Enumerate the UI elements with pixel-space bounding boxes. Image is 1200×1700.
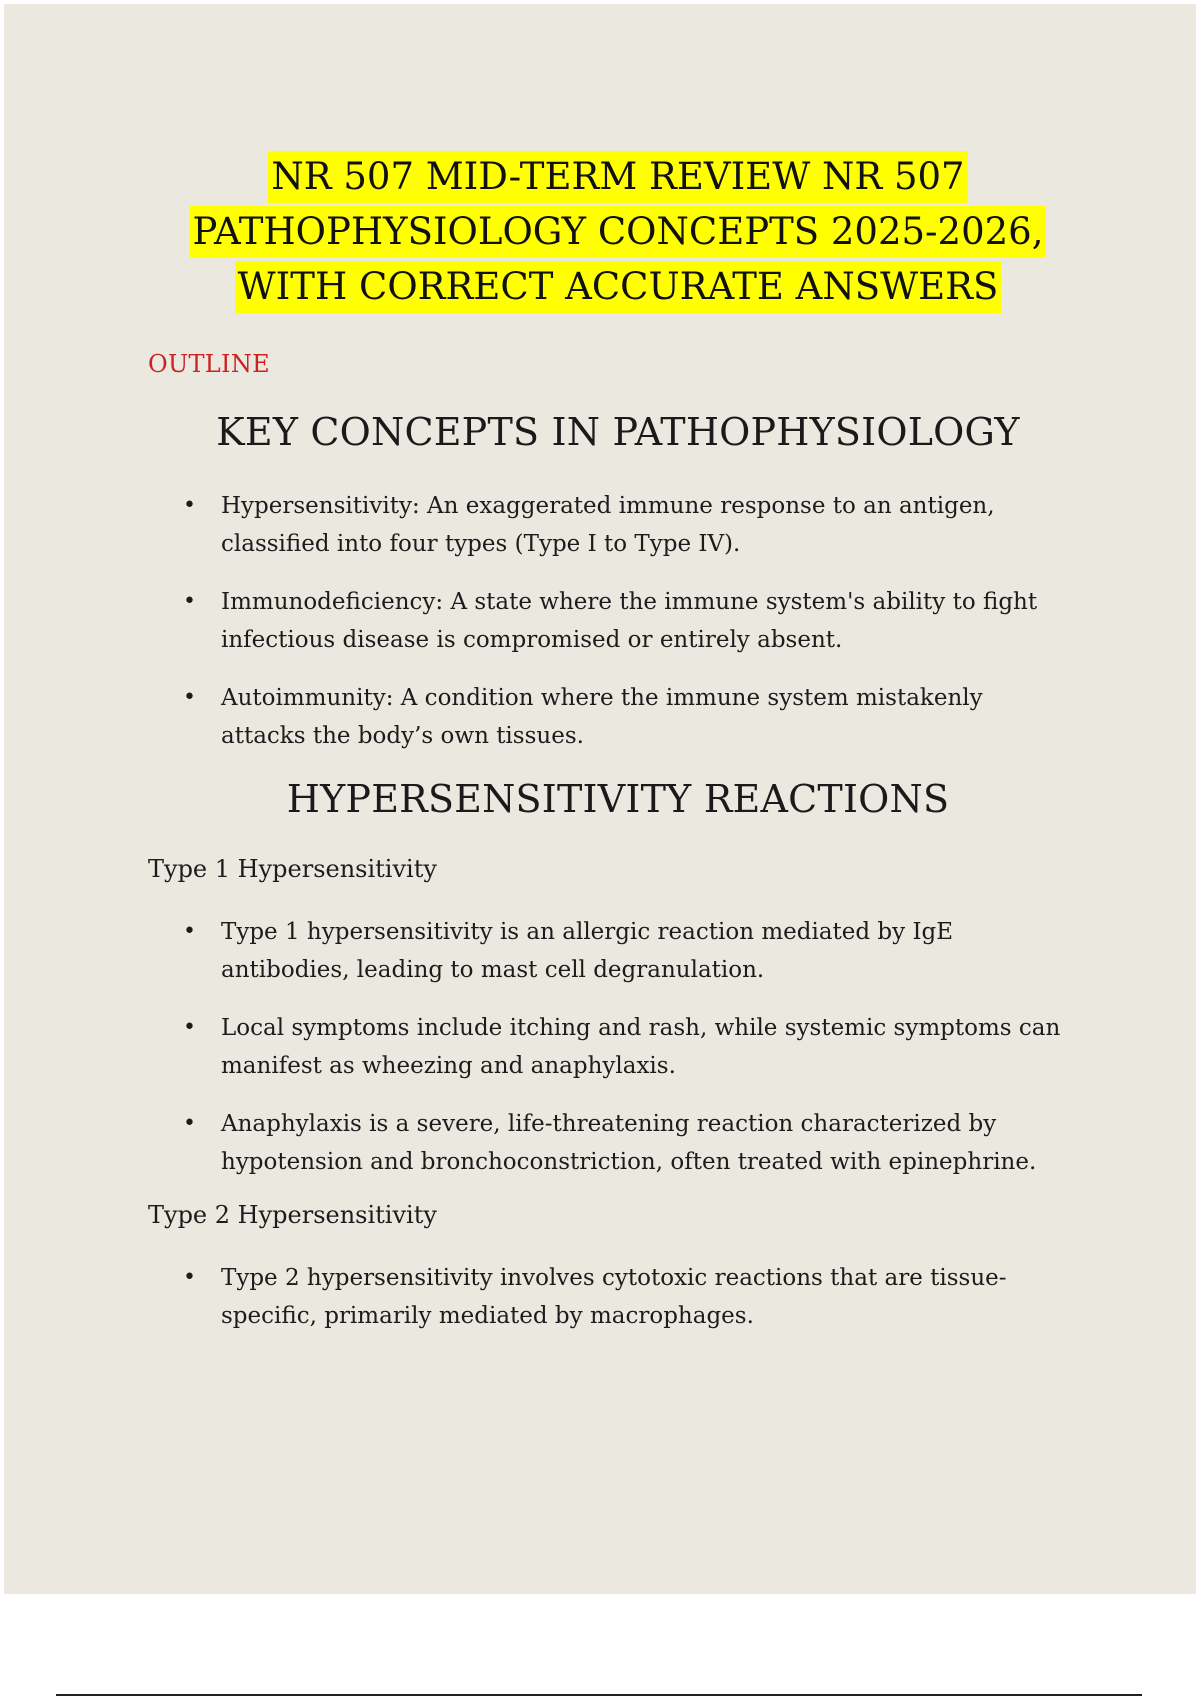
- list-item: [0, 1009, 1101, 1085]
- bullet-text-line: Local symptoms include itching and rash, while systemic symptoms can: [221, 1015, 1061, 1041]
- bullet-text-line: infectious disease is compromised or entirely absent.: [221, 627, 843, 653]
- bullet-text-line: classified into four types (Type I to Type IV).: [221, 531, 741, 557]
- bullet-text-line: Immunodeficiency: A state where the immune system's ability to fight: [221, 589, 1038, 615]
- list-item: [0, 487, 1101, 563]
- bullet-icon: •: [183, 1015, 196, 1040]
- type2-subheading: Type 2 Hypersensitivity: [148, 1201, 437, 1229]
- bullet-icon: •: [183, 919, 196, 944]
- bullet-text-line: specific, primarily mediated by macrophages.: [221, 1303, 754, 1329]
- footer-divider: [56, 1694, 1142, 1696]
- title-line-1: NR 507 MID-TERM REVIEW NR 507: [268, 151, 967, 203]
- list-item: [0, 1259, 1101, 1335]
- bullet-icon: •: [183, 589, 196, 614]
- list-item: [0, 1105, 1101, 1181]
- list-item: [0, 583, 1101, 659]
- bullet-text-line: Hypersensitivity: An exaggerated immune response to an antigen,: [221, 493, 995, 519]
- type1-list: [0, 913, 1101, 1201]
- bullet-text-line: Anaphylaxis is a severe, life-threatening reaction characterized by: [221, 1111, 997, 1137]
- bullet-text-line: manifest as wheezing and anaphylaxis.: [221, 1053, 676, 1079]
- type1-subheading: Type 1 Hypersensitivity: [148, 855, 437, 883]
- bullet-text-line: hypotension and bronchoconstriction, often treated with epinephrine.: [221, 1149, 1037, 1175]
- bullet-text-line: Type 1 hypersensitivity is an allergic reaction mediated by IgE: [221, 919, 954, 945]
- outline-label: OUTLINE: [148, 350, 270, 378]
- key-concepts-heading: KEY CONCEPTS IN PATHOPHYSIOLOGY: [216, 410, 1020, 454]
- bullet-text-line: attacks the body’s own tissues.: [221, 723, 584, 749]
- title-line-3: WITH CORRECT ACCURATE ANSWERS: [235, 261, 1002, 313]
- bullet-text-line: Autoimmunity: A condition where the immune system mistakenly: [221, 685, 983, 711]
- key-concepts-list: [0, 487, 1101, 775]
- title-line-2: PATHOPHYSIOLOGY CONCEPTS 2025-2026,: [190, 206, 1047, 258]
- list-item: [0, 913, 1101, 989]
- list-item: [0, 679, 1101, 755]
- hypersensitivity-heading: HYPERSENSITIVITY REACTIONS: [286, 777, 950, 821]
- bullet-icon: •: [183, 1265, 196, 1290]
- bullet-text-line: antibodies, leading to mast cell degranulation.: [221, 957, 765, 983]
- document-title: [0, 148, 1200, 313]
- bullet-icon: •: [183, 1111, 196, 1136]
- type2-list: [0, 1259, 1101, 1355]
- bullet-icon: •: [183, 685, 196, 710]
- bullet-icon: •: [183, 493, 196, 518]
- bullet-text-line: Type 2 hypersensitivity involves cytotoxic reactions that are tissue-: [221, 1265, 1007, 1291]
